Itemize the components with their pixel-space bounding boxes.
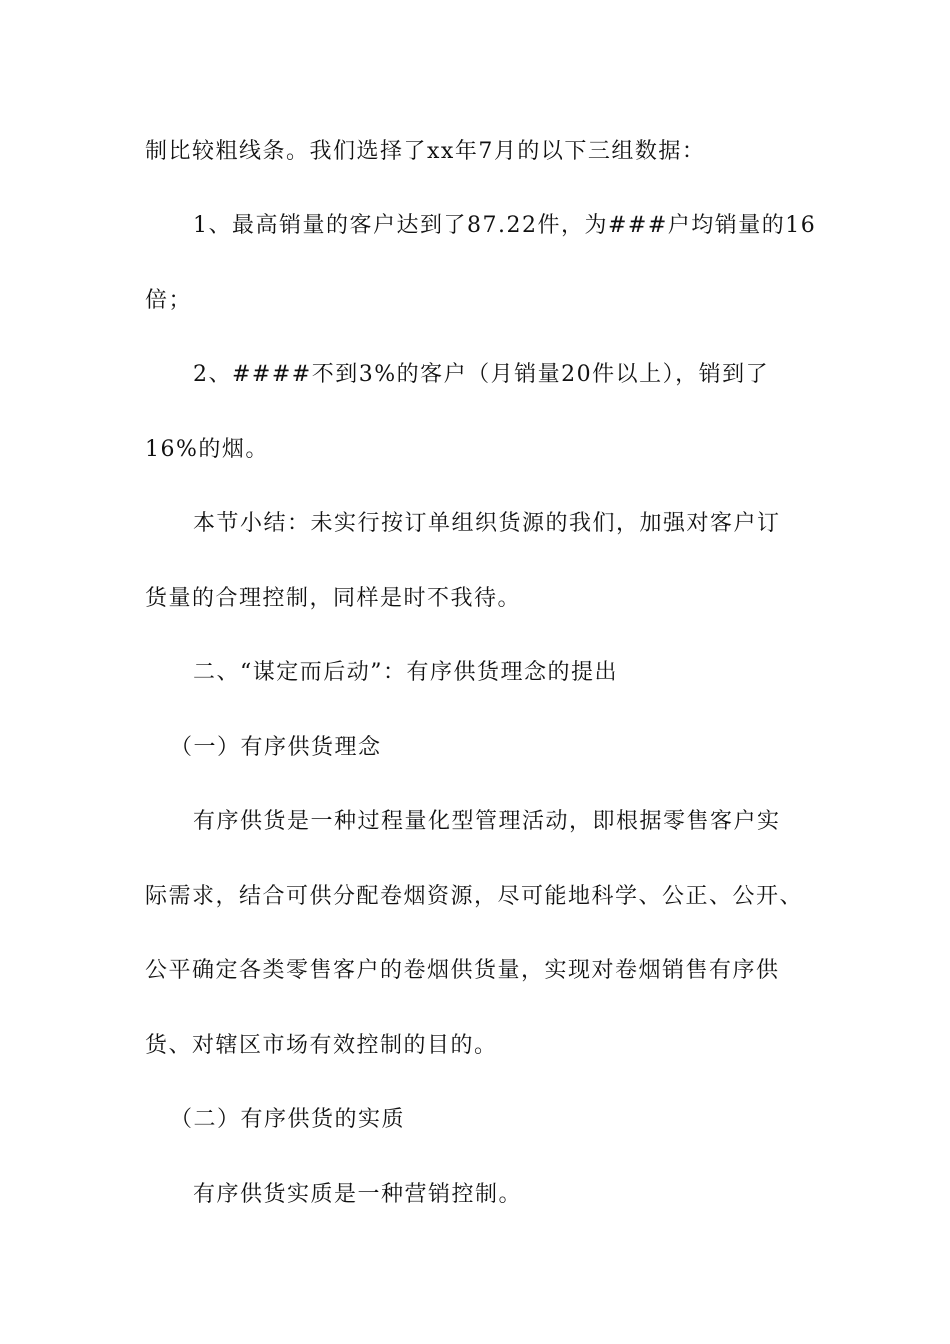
- paragraph-line: 制比较粗线条。我们选择了xx年7月的以下三组数据：: [145, 139, 706, 164]
- section-heading: 二、“谋定而后动”：有序供货理念的提出: [193, 660, 618, 685]
- list-item-2-continuation: 16%的烟。: [145, 437, 269, 462]
- paragraph-line: 有序供货实质是一种营销控制。: [193, 1182, 523, 1207]
- list-item-2-line: 2、####不到3%的客户（月销量20件以上），销到了: [193, 362, 770, 387]
- paragraph-line: 际需求，结合可供分配卷烟资源，尽可能地科学、公正、公开、: [145, 884, 804, 909]
- paragraph-line: 有序供货是一种过程量化型管理活动，即根据零售客户实: [193, 809, 781, 834]
- list-item-1-continuation: 倍；: [145, 288, 193, 313]
- summary-line: 本节小结：未实行按订单组织货源的我们，加强对客户订: [193, 511, 781, 536]
- subsection-heading-1: （一）有序供货理念: [170, 735, 382, 760]
- summary-continuation: 货量的合理控制，同样是时不我待。: [145, 586, 522, 611]
- subsection-heading-2: （二）有序供货的实质: [170, 1107, 406, 1132]
- paragraph-line: 公平确定各类零售客户的卷烟供货量，实现对卷烟销售有序供: [145, 958, 780, 983]
- list-item-1-line: 1、最高销量的客户达到了87.22件，为###户均销量的16: [193, 213, 817, 238]
- paragraph-line: 货、对辖区市场有效控制的目的。: [145, 1033, 498, 1058]
